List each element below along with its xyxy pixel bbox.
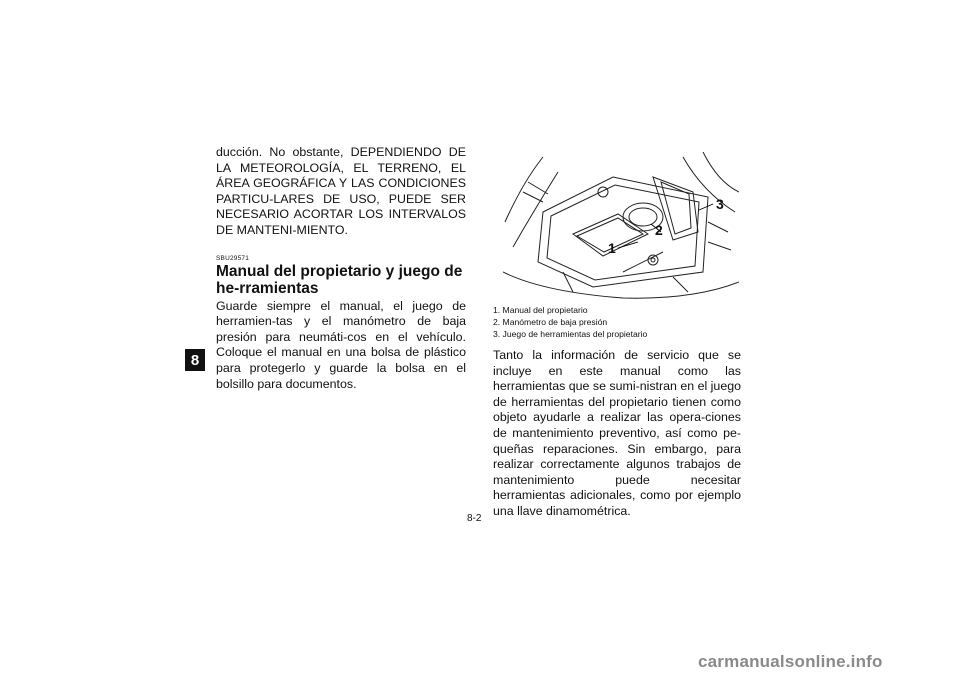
page-number: 8-2 [467,513,482,524]
storage-paragraph: Guarde siempre el manual, el juego de herramien-tas y el manómetro de baja presión para neumáti-cos en el vehículo. Coloque el manual en una bolsa de plástico para protegerlo y guarde la bolsa en el bolsillo para documentos. [216,298,466,391]
left-column [216,145,466,392]
callout-1: 1 [608,240,616,256]
chapter-tab: 8 [185,349,205,371]
callout-2: 2 [655,222,663,238]
legend-item: 3. Juego de herramientas del propietario [493,329,648,339]
service-info-paragraph: Tanto la información de servicio que se incluye en este manual como las herramientas que se sumi-nistran en el juego de herramientas del propietario tienen como objeto ayudarle a realizar las opera-ciones de mantenimiento preventivo, así como pe-queñas reparaciones. Sin embargo, para realizar correctamente algunos trabajos de mantenimiento puede necesitar herramientas adicionales, como por ejemplo una llave dinamométrica. [493,348,741,518]
right-column [493,152,741,520]
intro-paragraph: ducción. No obstante, DEPENDIENDO DE LA METEOROLOGÍA, EL TERRENO, EL ÁREA GEOGRÁFICA Y LAS CONDICIONES PARTICU-LARES DE USO, PUEDE SER NECESARIO ACORTAR LOS INTERVALOS DE MANTENI-MIENTO. [216,145,466,237]
section-code: SBU29571 [216,254,250,262]
tool-storage-illustration [503,152,739,300]
watermark: carmanualsonline.info [698,652,883,671]
legend-item: 1. Manual del propietario [493,305,588,315]
callout-3: 3 [716,196,724,212]
section-heading: Manual del propietario y juego de he-rramientas [216,262,463,297]
figure-legend [493,304,741,340]
legend-item: 2. Manómetro de baja presión [493,317,608,327]
storage-compartment-drawing [503,152,739,300]
